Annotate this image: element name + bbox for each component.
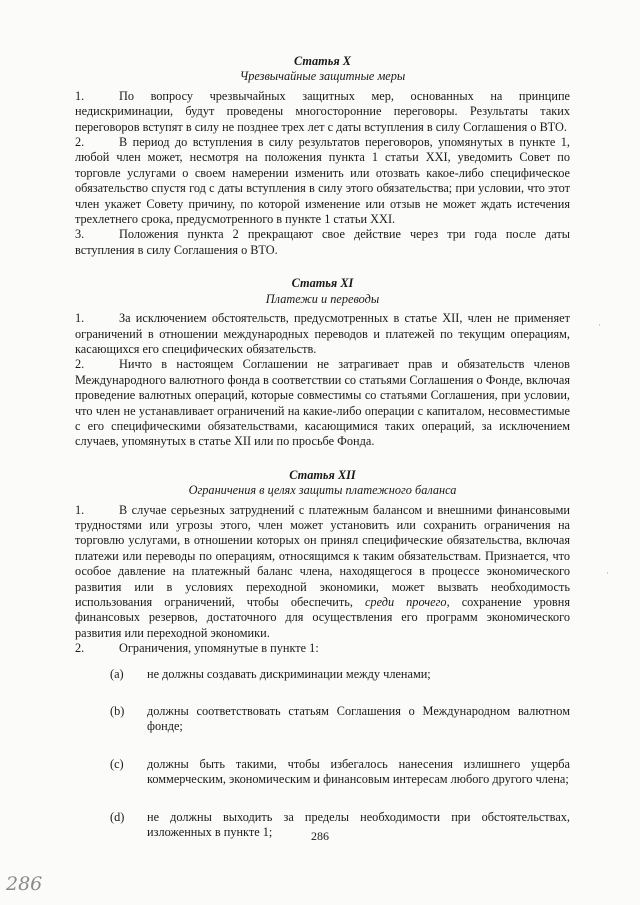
paragraph-text: Ограничения, упомянутые в пункте 1: bbox=[119, 641, 319, 656]
article-subtitle: Ограничения в целях защиты платежного баланса bbox=[188, 483, 457, 498]
paragraph bbox=[75, 503, 570, 642]
paragraph-number: 3. bbox=[75, 227, 85, 242]
page-number: 286 bbox=[311, 829, 329, 843]
article-xi bbox=[75, 276, 570, 449]
paragraph-number: 1. bbox=[75, 311, 85, 326]
sub-item bbox=[75, 757, 570, 788]
paragraph-text: Ничто в настоящем Соглашении не затрагивает прав и обязательств членов Международного валютного фонда в соответствии со статьями Соглашения о Фонде, включая проведение валютных операций, которые совместимы со статьями Соглашения, при условии, что член не устанавливает ограничений на какие-либо операции с капиталом, несовместимые с его специфическими обязательствами, касающимися таких операций, за исключением случаев, упомянутых в статье XII или по просьбе Фонда. bbox=[75, 357, 570, 449]
document-page bbox=[75, 54, 570, 840]
sub-item-text: не должны выходить за пределы необходимости при обстоятельствах, изложенных в пункте 1; bbox=[147, 809, 570, 840]
paragraph-number: 1. bbox=[75, 502, 85, 517]
paragraph-number: 2. bbox=[75, 135, 85, 150]
paragraph-text: По вопросу чрезвычайных защитных мер, основанных на принципе недискриминации, будут проведены многосторонние переговоры. Результаты таких переговоров вступят в силу не позднее трех лет с даты вступления в силу Соглашения о ВТО. bbox=[75, 88, 570, 134]
sub-item bbox=[75, 667, 570, 682]
article-xii bbox=[75, 468, 570, 841]
sub-item-label: (d) bbox=[110, 809, 125, 824]
sub-item-text: не должны создавать дискриминации между членами; bbox=[147, 666, 431, 681]
paragraph-number: 2. bbox=[75, 641, 85, 656]
article-title: Статья XII bbox=[289, 467, 356, 482]
article-subtitle: Чрезвычайные защитные меры bbox=[239, 69, 406, 84]
paragraph-text: В период до вступления в силу результатов переговоров, упомянутых в пункте 1, любой член может, несмотря на положения пункта 1 статьи XXI, уведомить Совет по торговле услугами о своем намерении изменить или отозвать какое-либо специфическое обязательство спустя год с даты вступления в силу этого обязательства; при условии, что этот член укажет Совету причину, по которой изменение или отзыв не может ждать истечения трехлетнего срока, предусмотренного в пункте 1 статьи XXI. bbox=[75, 135, 570, 227]
paragraph-number: 1. bbox=[75, 88, 85, 103]
article-x bbox=[75, 54, 570, 258]
scan-artifact-mark: · bbox=[598, 320, 601, 330]
paragraph-text: , сохранение уровня финансовых резервов, достаточного для осуществления его программ экономического развития или переходной экономики. bbox=[75, 595, 570, 640]
sub-item-text: должны быть такими, чтобы избегалось нанесения излишнего ущерба коммерческим, экономическим и финансовым интересам любого другого члена; bbox=[147, 756, 570, 787]
article-title: Статья XI bbox=[291, 276, 354, 291]
paragraph-number: 2. bbox=[75, 357, 85, 372]
paragraph bbox=[75, 641, 570, 656]
italic-phrase: среди прочего bbox=[364, 595, 447, 609]
article-subtitle: Платежи и переводы bbox=[265, 291, 380, 306]
handwritten-page-number: 286 bbox=[6, 873, 43, 895]
sub-item-label: (a) bbox=[110, 666, 124, 681]
paragraph bbox=[75, 357, 570, 449]
scan-artifact-mark: · bbox=[606, 568, 609, 578]
sub-item-label: (c) bbox=[110, 756, 124, 771]
sub-item-text: должны соответствовать статьям Соглашения о Международном валютном фонде; bbox=[147, 704, 570, 734]
paragraph-text: В случае серьезных затруднений с платежным балансом и внешними финансовыми трудностями или угрозы этого, член может установить или сохранить ограничения на торговлю услугами, в отношении которых он принял специфические обязательства, включая платежи или переводы по операциям, относящимся к таким обязательствам. Признается, что особое давление на платежный баланс члена, находящегося в процессе экономического развития или в условиях переходной экономики, может вызвать необходимость использования ограничений, чтобы обеспечить, bbox=[75, 502, 570, 609]
paragraph bbox=[75, 135, 570, 227]
paragraph bbox=[75, 227, 570, 258]
sub-item-label: (b) bbox=[110, 704, 125, 719]
article-title: Статья X bbox=[294, 54, 351, 68]
paragraph bbox=[75, 89, 570, 135]
paragraph-text: За исключением обстоятельств, предусмотренных в статье XII, член не применяет ограничений в отношении международных переводов и платежей по текущим операциям, касающихся его специфических обязательств. bbox=[75, 311, 570, 356]
paragraph bbox=[75, 311, 570, 357]
sub-item bbox=[75, 704, 570, 735]
paragraph-text: Положения пункта 2 прекращают свое действие через три года после даты вступления в силу Соглашения о ВТО. bbox=[75, 227, 570, 257]
